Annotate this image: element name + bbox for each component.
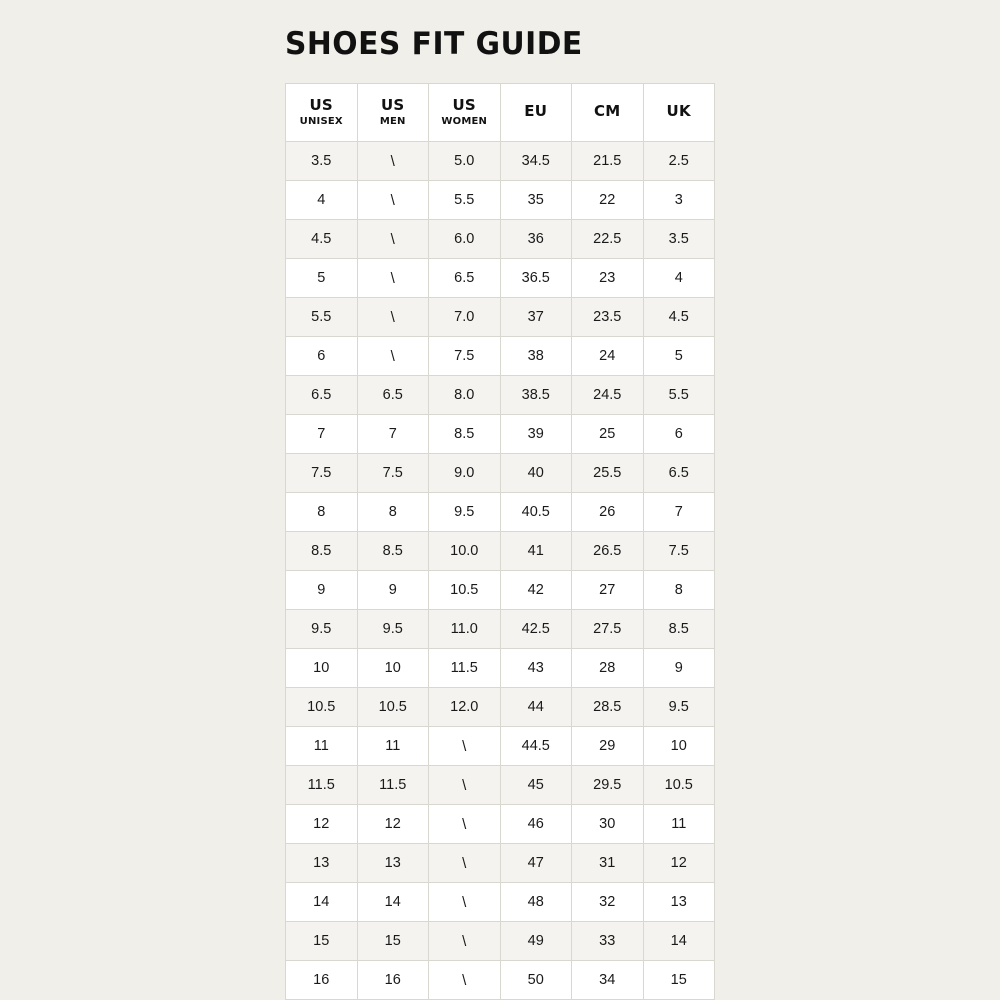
table-cell: 44: [500, 688, 572, 727]
table-cell: 12: [286, 805, 358, 844]
table-cell: 9: [643, 649, 715, 688]
column-header-main-label: US: [380, 96, 405, 115]
table-row: [286, 961, 715, 1000]
table-cell: \: [357, 220, 429, 259]
table-cell: 22.5: [572, 220, 644, 259]
table-cell: \: [357, 298, 429, 337]
table-cell: 22: [572, 181, 644, 220]
table-cell: 16: [357, 961, 429, 1000]
table-cell: 7.5: [286, 454, 358, 493]
table-cell: \: [357, 337, 429, 376]
table-cell: 3.5: [643, 220, 715, 259]
table-cell: 36: [500, 220, 572, 259]
table-cell: 27.5: [572, 610, 644, 649]
table-cell: 28: [572, 649, 644, 688]
table-cell: 8.5: [286, 532, 358, 571]
column-header-sub-label: UNISEX: [299, 116, 343, 128]
table-cell: \: [357, 142, 429, 181]
table-cell: 8: [286, 493, 358, 532]
table-header: [286, 84, 715, 142]
table-cell: 30: [572, 805, 644, 844]
table-row: [286, 922, 715, 961]
table-cell: 11: [643, 805, 715, 844]
table-cell: 26.5: [572, 532, 644, 571]
table-cell: 14: [357, 883, 429, 922]
table-cell: 3: [643, 181, 715, 220]
table-cell: 43: [500, 649, 572, 688]
table-cell: 38.5: [500, 376, 572, 415]
table-cell: 28.5: [572, 688, 644, 727]
table-cell: 48: [500, 883, 572, 922]
table-cell: 6.5: [286, 376, 358, 415]
table-cell: 5.5: [429, 181, 501, 220]
table-cell: 6.5: [643, 454, 715, 493]
table-cell: 8.5: [357, 532, 429, 571]
table-cell: 10: [357, 649, 429, 688]
table-cell: 23.5: [572, 298, 644, 337]
table-cell: 27: [572, 571, 644, 610]
table-cell: 5.5: [643, 376, 715, 415]
table-row: [286, 493, 715, 532]
table-cell: 40: [500, 454, 572, 493]
table-cell: 24.5: [572, 376, 644, 415]
table-row: [286, 688, 715, 727]
table-cell: 11: [357, 727, 429, 766]
table-cell: \: [357, 259, 429, 298]
table-cell: 34: [572, 961, 644, 1000]
table-cell: 25.5: [572, 454, 644, 493]
table-cell: 7: [643, 493, 715, 532]
table-cell: 8: [643, 571, 715, 610]
column-header-main-label: EU: [524, 101, 548, 120]
table-cell: 38: [500, 337, 572, 376]
table-cell: 42.5: [500, 610, 572, 649]
table-cell: 32: [572, 883, 644, 922]
table-cell: 9.5: [429, 493, 501, 532]
table-cell: 36.5: [500, 259, 572, 298]
table-cell: 8.0: [429, 376, 501, 415]
page-title: SHOES FIT GUIDE: [285, 26, 583, 62]
table-cell: 4: [643, 259, 715, 298]
table-row: [286, 415, 715, 454]
table-cell: \: [429, 922, 501, 961]
table-cell: 11: [286, 727, 358, 766]
table-cell: 9.5: [357, 610, 429, 649]
table-cell: 47: [500, 844, 572, 883]
table-cell: 31: [572, 844, 644, 883]
table-row: [286, 376, 715, 415]
table-cell: \: [429, 844, 501, 883]
table-row: [286, 259, 715, 298]
table-cell: 9.5: [643, 688, 715, 727]
column-header-main-label: UK: [666, 101, 691, 120]
table-cell: 6.5: [429, 259, 501, 298]
table-cell: 8: [357, 493, 429, 532]
table-cell: 13: [643, 883, 715, 922]
table-cell: 49: [500, 922, 572, 961]
table-row: [286, 649, 715, 688]
table-row: [286, 571, 715, 610]
table-cell: 39: [500, 415, 572, 454]
table-cell: 8.5: [643, 610, 715, 649]
table-cell: 11.5: [286, 766, 358, 805]
table-cell: 14: [286, 883, 358, 922]
table-cell: 26: [572, 493, 644, 532]
table-cell: 24: [572, 337, 644, 376]
table-cell: 25: [572, 415, 644, 454]
table-cell: 8.5: [429, 415, 501, 454]
table-cell: 35: [500, 181, 572, 220]
table-cell: \: [429, 766, 501, 805]
table-cell: 4.5: [643, 298, 715, 337]
table-cell: 10.5: [429, 571, 501, 610]
table-cell: 45: [500, 766, 572, 805]
table-cell: 7.5: [357, 454, 429, 493]
table-cell: 34.5: [500, 142, 572, 181]
table-cell: 5.0: [429, 142, 501, 181]
table-cell: 10.5: [643, 766, 715, 805]
table-cell: 37: [500, 298, 572, 337]
table-cell: 10: [286, 649, 358, 688]
table-row: [286, 844, 715, 883]
table-cell: 6.0: [429, 220, 501, 259]
table-cell: 10.5: [357, 688, 429, 727]
table-cell: 15: [357, 922, 429, 961]
column-header-us-men: [357, 84, 429, 142]
column-header-sub-label: WOMEN: [441, 116, 488, 128]
table-cell: 7: [357, 415, 429, 454]
table-cell: 12: [643, 844, 715, 883]
table-cell: 10.0: [429, 532, 501, 571]
column-header-main-label: US: [452, 96, 477, 115]
size-chart-container: [285, 83, 715, 1000]
table-cell: 41: [500, 532, 572, 571]
column-header-uk: [643, 84, 715, 142]
table-cell: 15: [643, 961, 715, 1000]
column-header-eu: [500, 84, 572, 142]
table-cell: 7.0: [429, 298, 501, 337]
table-cell: 50: [500, 961, 572, 1000]
table-cell: 10.5: [286, 688, 358, 727]
table-cell: 11.5: [429, 649, 501, 688]
table-cell: 5: [286, 259, 358, 298]
table-row: [286, 142, 715, 181]
table-cell: 44.5: [500, 727, 572, 766]
table-cell: 11.5: [357, 766, 429, 805]
column-header-main-label: US: [309, 96, 334, 115]
size-conversion-table: [285, 83, 715, 1000]
table-cell: 16: [286, 961, 358, 1000]
table-cell: 11.0: [429, 610, 501, 649]
table-cell: 9.5: [286, 610, 358, 649]
column-header-us-women: [429, 84, 501, 142]
table-row: [286, 805, 715, 844]
column-header-main-label: CM: [593, 101, 621, 120]
table-cell: 4: [286, 181, 358, 220]
table-cell: 6.5: [357, 376, 429, 415]
table-cell: 5: [643, 337, 715, 376]
table-cell: 40.5: [500, 493, 572, 532]
table-row: [286, 337, 715, 376]
table-cell: 5.5: [286, 298, 358, 337]
table-cell: 29.5: [572, 766, 644, 805]
table-cell: 23: [572, 259, 644, 298]
table-cell: \: [429, 805, 501, 844]
table-cell: 21.5: [572, 142, 644, 181]
table-cell: 7.5: [429, 337, 501, 376]
table-cell: 9: [286, 571, 358, 610]
table-cell: 33: [572, 922, 644, 961]
table-row: [286, 883, 715, 922]
table-cell: \: [429, 961, 501, 1000]
table-cell: 9.0: [429, 454, 501, 493]
table-cell: 42: [500, 571, 572, 610]
table-row: [286, 610, 715, 649]
table-row: [286, 727, 715, 766]
column-header-us-unisex: [286, 84, 358, 142]
table-row: [286, 454, 715, 493]
table-row: [286, 532, 715, 571]
table-cell: 15: [286, 922, 358, 961]
table-cell: 10: [643, 727, 715, 766]
table-cell: 13: [286, 844, 358, 883]
table-cell: 3.5: [286, 142, 358, 181]
table-row: [286, 766, 715, 805]
table-cell: 14: [643, 922, 715, 961]
table-row: [286, 298, 715, 337]
table-cell: 13: [357, 844, 429, 883]
column-header-sub-label: MEN: [379, 116, 406, 128]
header-row: [286, 84, 715, 142]
table-cell: 7.5: [643, 532, 715, 571]
table-row: [286, 220, 715, 259]
table-cell: \: [429, 883, 501, 922]
table-cell: 6: [643, 415, 715, 454]
table-cell: 4.5: [286, 220, 358, 259]
table-cell: 46: [500, 805, 572, 844]
table-cell: 6: [286, 337, 358, 376]
table-cell: 29: [572, 727, 644, 766]
table-cell: 12.0: [429, 688, 501, 727]
column-header-cm: [572, 84, 644, 142]
table-cell: \: [429, 727, 501, 766]
table-row: [286, 181, 715, 220]
table-cell: \: [357, 181, 429, 220]
table-cell: 12: [357, 805, 429, 844]
table-body: [286, 142, 715, 1000]
table-cell: 2.5: [643, 142, 715, 181]
table-cell: 7: [286, 415, 358, 454]
table-cell: 9: [357, 571, 429, 610]
